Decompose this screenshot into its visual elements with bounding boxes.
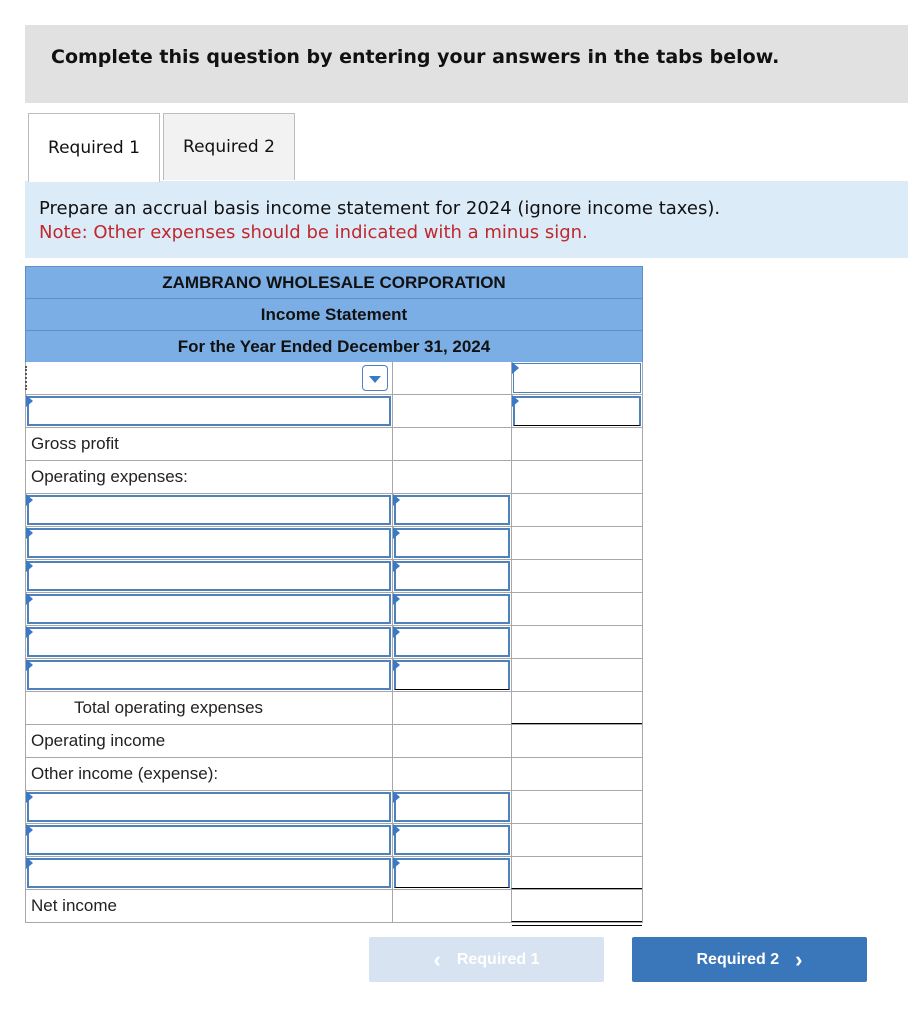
input-marker-icon [26, 824, 33, 836]
statement-row [25, 791, 643, 824]
account-select[interactable] [26, 362, 392, 394]
input-marker-icon [26, 527, 33, 539]
amount-cell [392, 527, 511, 559]
statement-row [25, 659, 643, 692]
statement-title: Income Statement [25, 298, 643, 330]
total-cell [511, 560, 642, 592]
total-input[interactable] [513, 363, 641, 393]
label-cell [26, 626, 392, 658]
amount-cell [392, 824, 511, 856]
account-input[interactable] [27, 627, 391, 657]
input-marker-icon [393, 626, 400, 638]
chevron-right-icon: › [795, 946, 803, 972]
input-marker-icon [393, 791, 400, 803]
total-input[interactable] [513, 396, 641, 426]
amount-input[interactable] [394, 825, 510, 855]
statement-period: For the Year Ended December 31, 2024 [25, 330, 643, 362]
account-input[interactable] [27, 396, 391, 426]
income-statement-table [25, 266, 643, 923]
input-marker-icon [512, 395, 519, 407]
prev-required-button[interactable] [369, 937, 604, 982]
amount-input[interactable] [394, 627, 510, 657]
total-cell [511, 791, 642, 823]
total-cell [511, 494, 642, 526]
account-input[interactable] [27, 561, 391, 591]
banner-text: Complete this question by entering your answers in the tabs below. [51, 46, 780, 68]
account-input[interactable] [27, 528, 391, 558]
label-cell [26, 824, 392, 856]
label-cell [26, 857, 392, 889]
statement-row [25, 857, 643, 890]
amount-input[interactable] [394, 561, 510, 591]
focus-indicator [25, 366, 27, 390]
statement-row [25, 593, 643, 626]
net-income-label: Net income [31, 896, 117, 915]
amount-cell [392, 395, 511, 427]
input-marker-icon [26, 857, 33, 869]
account-input[interactable] [27, 594, 391, 624]
amount-input[interactable] [394, 858, 510, 888]
other-income-label: Other income (expense): [31, 764, 219, 783]
total-cell [511, 890, 642, 922]
statement-row [25, 725, 643, 758]
amount-cell [392, 626, 511, 658]
operating-expenses-label: Operating expenses: [31, 467, 188, 486]
total-cell [511, 659, 642, 691]
statement-row [25, 890, 643, 923]
label-cell [26, 593, 392, 625]
account-input[interactable] [27, 825, 391, 855]
statement-row [25, 461, 643, 494]
input-marker-icon [26, 494, 33, 506]
account-input[interactable] [27, 660, 391, 690]
label-cell [26, 560, 392, 592]
chevron-left-icon: ‹ [433, 946, 441, 972]
statement-row [25, 692, 643, 725]
statement-row [25, 626, 643, 659]
total-cell [511, 725, 642, 757]
amount-cell [392, 791, 511, 823]
amount-cell [392, 428, 511, 460]
input-marker-icon [393, 659, 400, 671]
total-cell [511, 824, 642, 856]
company-name: ZAMBRANO WHOLESALE CORPORATION [25, 266, 643, 298]
account-input[interactable] [27, 792, 391, 822]
tab-bar [25, 113, 908, 182]
dropdown-button[interactable] [362, 365, 388, 391]
statement-row [25, 560, 643, 593]
statement-row [25, 362, 643, 395]
tab-required-1[interactable]: Required 1 [28, 113, 160, 182]
label-cell [26, 527, 392, 559]
input-marker-icon [26, 560, 33, 572]
amount-cell [392, 362, 511, 394]
operating-income-label: Operating income [31, 731, 166, 750]
total-cell [511, 593, 642, 625]
input-marker-icon [393, 857, 400, 869]
total-cell [511, 857, 642, 889]
amount-input[interactable] [394, 660, 510, 690]
amount-cell [392, 725, 511, 757]
input-marker-icon [393, 527, 400, 539]
gross-profit-label: Gross profit [31, 434, 119, 453]
label-cell [26, 659, 392, 691]
statement-row [25, 758, 643, 791]
total-cell [511, 428, 642, 460]
total-cell [511, 527, 642, 559]
amount-cell [392, 659, 511, 691]
label-cell [26, 494, 392, 526]
label-cell [26, 395, 392, 427]
input-marker-icon [393, 824, 400, 836]
total-cell [511, 362, 642, 394]
amount-input[interactable] [394, 528, 510, 558]
input-marker-icon [393, 494, 400, 506]
amount-input[interactable] [394, 594, 510, 624]
amount-cell [392, 593, 511, 625]
amount-input[interactable] [394, 495, 510, 525]
total-cell [511, 461, 642, 493]
amount-cell [392, 461, 511, 493]
total-cell [511, 692, 642, 724]
input-marker-icon [26, 626, 33, 638]
input-marker-icon [26, 791, 33, 803]
account-input[interactable] [27, 858, 391, 888]
input-marker-icon [26, 395, 33, 407]
total-operating-expenses-label: Total operating expenses [74, 698, 264, 717]
statement-row [25, 527, 643, 560]
total-cell [511, 758, 642, 790]
total-cell [511, 395, 642, 427]
next-required-button[interactable] [632, 937, 867, 982]
amount-input[interactable] [394, 792, 510, 822]
tab-required-2[interactable]: Required 2 [163, 113, 295, 180]
instruction-text: Prepare an accrual basis income statement for 2024 (ignore income taxes). [39, 198, 721, 219]
statement-row [25, 494, 643, 527]
input-marker-icon [393, 593, 400, 605]
input-marker-icon [26, 659, 33, 671]
label-cell [26, 791, 392, 823]
next-button-label: Required 2 [696, 950, 780, 968]
amount-cell [392, 692, 511, 724]
input-marker-icon [393, 560, 400, 572]
instruction-note: Note: Other expenses should be indicated with a minus sign. [39, 222, 588, 243]
amount-cell [392, 758, 511, 790]
question-banner [25, 25, 908, 103]
input-marker-icon [26, 593, 33, 605]
total-cell [511, 626, 642, 658]
input-marker-icon [512, 362, 519, 374]
amount-cell [392, 857, 511, 889]
amount-cell [392, 494, 511, 526]
statement-row [25, 395, 643, 428]
statement-row [25, 428, 643, 461]
amount-cell [392, 560, 511, 592]
statement-row [25, 824, 643, 857]
amount-cell [392, 890, 511, 922]
chevron-down-icon [369, 376, 381, 383]
instructions-panel [25, 181, 908, 258]
account-input[interactable] [27, 495, 391, 525]
prev-button-label: Required 1 [456, 950, 540, 968]
